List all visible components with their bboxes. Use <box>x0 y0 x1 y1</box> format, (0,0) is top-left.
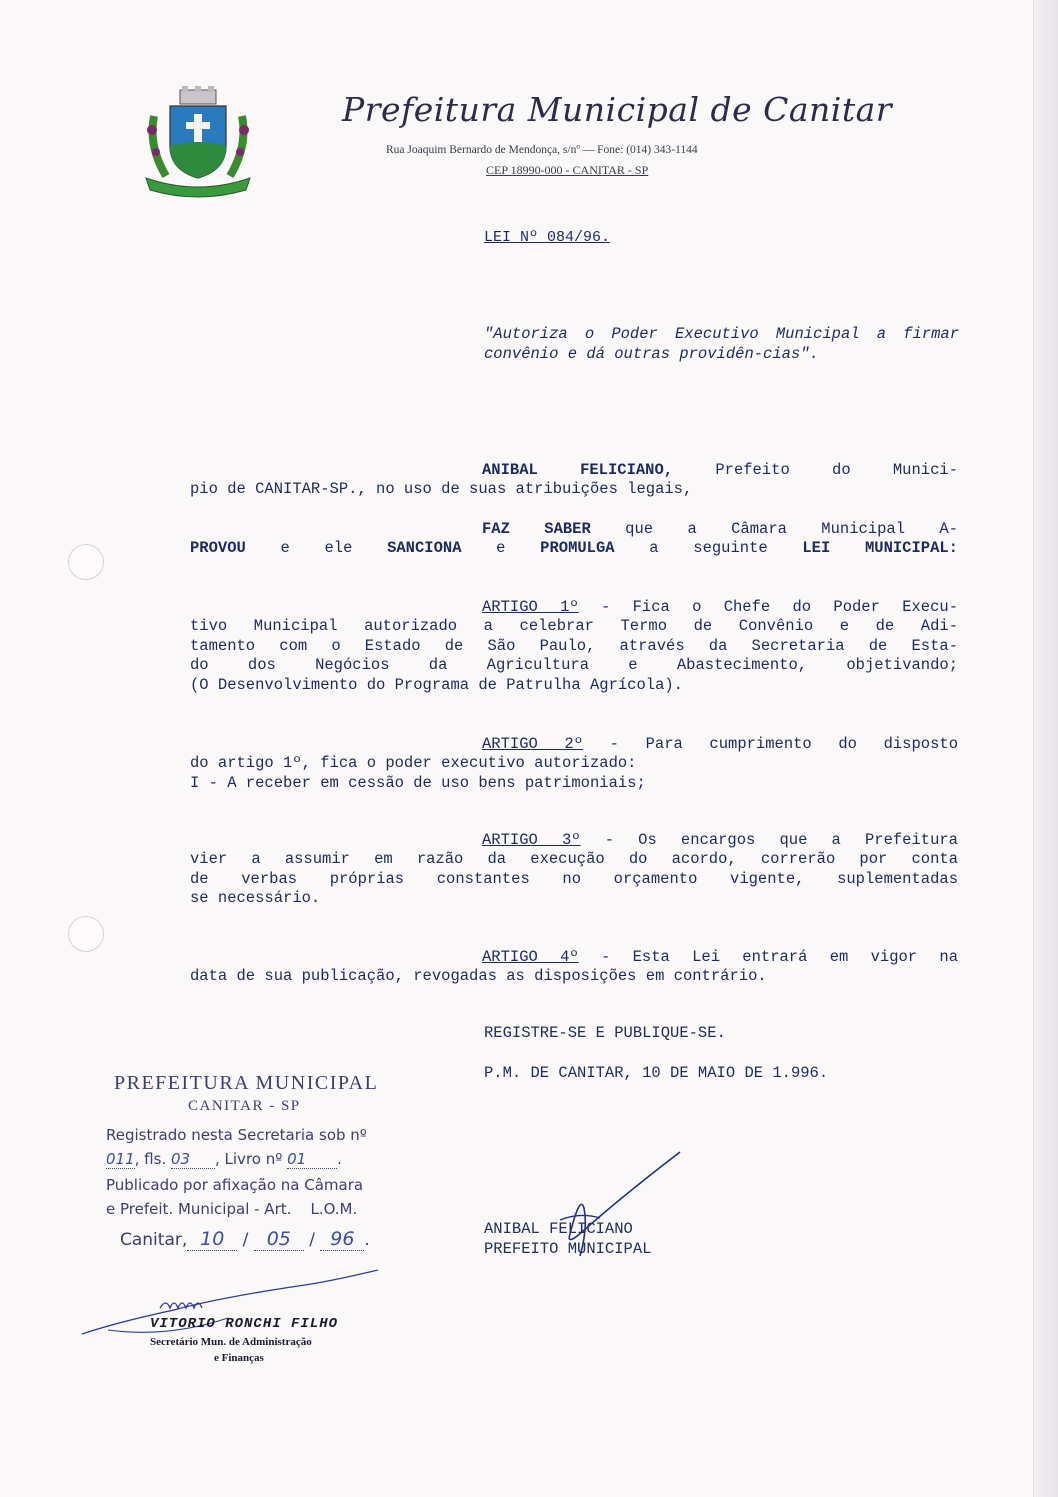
article-1-text: do dos Negócios da Agricultura e Abastecimento, objetivando; <box>190 656 958 675</box>
mayor-name: ANIBAL FELICIANO, <box>482 461 674 479</box>
article-1-label: ARTIGO 1º <box>482 598 579 616</box>
article-2-text: - Para cumprimento do disposto <box>583 735 958 753</box>
stamp-month: 05 <box>254 1228 304 1251</box>
intro-text: Prefeito do Munici- <box>673 461 958 479</box>
stamp-livro-label: , Livro nº <box>215 1150 283 1168</box>
stamp-livro-value: 01 <box>287 1150 337 1169</box>
signer-title: PREFEITO MUNICIPAL <box>484 1240 652 1258</box>
article-4 <box>190 948 958 987</box>
enactment-provou: PROVOU <box>190 539 246 558</box>
stamp-article: e Prefeit. Municipal - Art. L.O.M. <box>106 1200 358 1218</box>
article-2-label: ARTIGO 2º <box>482 735 584 753</box>
signer-name: ANIBAL FELICIANO <box>484 1220 633 1238</box>
article-1-text: - Fica o Chefe do Poder Execu- <box>578 598 958 616</box>
enactment-text: e <box>461 539 541 558</box>
stamp-date-line: Canitar, 10 / 05 / 96 . <box>120 1228 370 1250</box>
enactment-sanciona: SANCIONA <box>387 539 462 558</box>
article-1-text: tamento com o Estado de São Paulo, através da Secretaria de Esta- <box>190 636 958 655</box>
stamp-registry-line: 011, fls. 03 , Livro nº 01 . <box>106 1150 342 1168</box>
municipal-coat-of-arms-icon <box>140 86 256 204</box>
secretary-name: VITORIO RONCHI FILHO <box>150 1316 339 1332</box>
article-3-text: de verbas próprias constantes no orçamento vigente, suplementadas <box>190 869 958 888</box>
stamp-registered: Registrado nesta Secretaria sob nº <box>106 1126 367 1144</box>
secretary-role-continued: e Finanças <box>214 1352 264 1364</box>
register-publish: REGISTRE-SE E PUBLIQUE-SE. <box>484 1024 726 1042</box>
article-4-text: data de sua publicação, revogadas as disposições em contrário. <box>190 967 767 986</box>
stamp-city: Canitar, <box>120 1230 188 1250</box>
stamp-fls-value: 03 <box>171 1150 215 1169</box>
stamp-year: 96 <box>320 1228 364 1251</box>
enactment-text: que a Câmara Municipal A- <box>590 520 959 538</box>
faz-saber: FAZ SABER <box>482 520 591 538</box>
enactment-promulga: PROMULGA <box>540 539 615 558</box>
article-4-label: ARTIGO 4º <box>482 948 579 966</box>
article-3-text: se necessário. <box>190 889 321 908</box>
article-3-text: - Os encargos que a Prefeitura <box>580 831 958 849</box>
article-3-text: vier a assumir em razão da execução do acordo, correrão por conta <box>190 850 958 869</box>
stamp-reg-number: 011 <box>106 1150 135 1168</box>
article-4-text: - Esta Lei entrará em vigor na <box>578 948 958 966</box>
enactment-paragraph <box>190 520 958 559</box>
place-date: P.M. DE CANITAR, 10 DE MAIO DE 1.996. <box>484 1064 829 1082</box>
stamp-day: 10 <box>187 1228 237 1251</box>
stamp-subtitle: CANITAR - SP <box>188 1098 301 1114</box>
intro-text-line2: pio de CANITAR-SP., no uso de suas atribuições legais, <box>190 480 693 499</box>
intro-paragraph <box>190 461 958 500</box>
punch-hole <box>68 544 104 580</box>
article-3 <box>190 831 958 909</box>
law-ementa: "Autoriza o Poder Executivo Municipal a firmar convênio e dá outras providên-cias". <box>484 325 959 363</box>
article-1-text: (O Desenvolvimento do Programa de Patrulha Agrícola). <box>190 675 683 694</box>
article-3-label: ARTIGO 3º <box>482 831 581 849</box>
article-2 <box>190 735 958 793</box>
secretary-role: Secretário Mun. de Administração <box>150 1336 312 1348</box>
article-2-text: do artigo 1º, fica o poder executivo autorizado: <box>190 754 637 773</box>
registration-stamp <box>100 1072 430 1272</box>
letterhead-title: Prefeitura Municipal de Canitar <box>342 90 893 129</box>
enactment-text: a seguinte <box>614 539 803 558</box>
enactment-lei-municipal: LEI MUNICIPAL: <box>802 539 958 558</box>
law-number: LEI Nº 084/96. <box>484 229 611 246</box>
stamp-published: Publicado por afixação na Câmara <box>106 1176 364 1194</box>
letterhead-address: Rua Joaquim Bernardo de Mendonça, s/nº — Fone: (014) 343-1144 <box>386 144 698 156</box>
stamp-fls-label: , fls. <box>134 1150 167 1168</box>
enactment-text: e ele <box>245 539 388 558</box>
stamp-title: PREFEITURA MUNICIPAL <box>114 1072 379 1094</box>
article-1-text: tivo Municipal autorizado a celebrar Termo de Convênio e de Adi- <box>190 617 958 636</box>
punch-hole <box>68 916 104 952</box>
article-1 <box>190 598 958 695</box>
article-2-text: I - A receber em cessão de uso bens patrimoniais; <box>190 773 646 792</box>
page-edge <box>1033 0 1058 1497</box>
letterhead-cep: CEP 18990-000 - CANITAR - SP <box>486 163 649 177</box>
